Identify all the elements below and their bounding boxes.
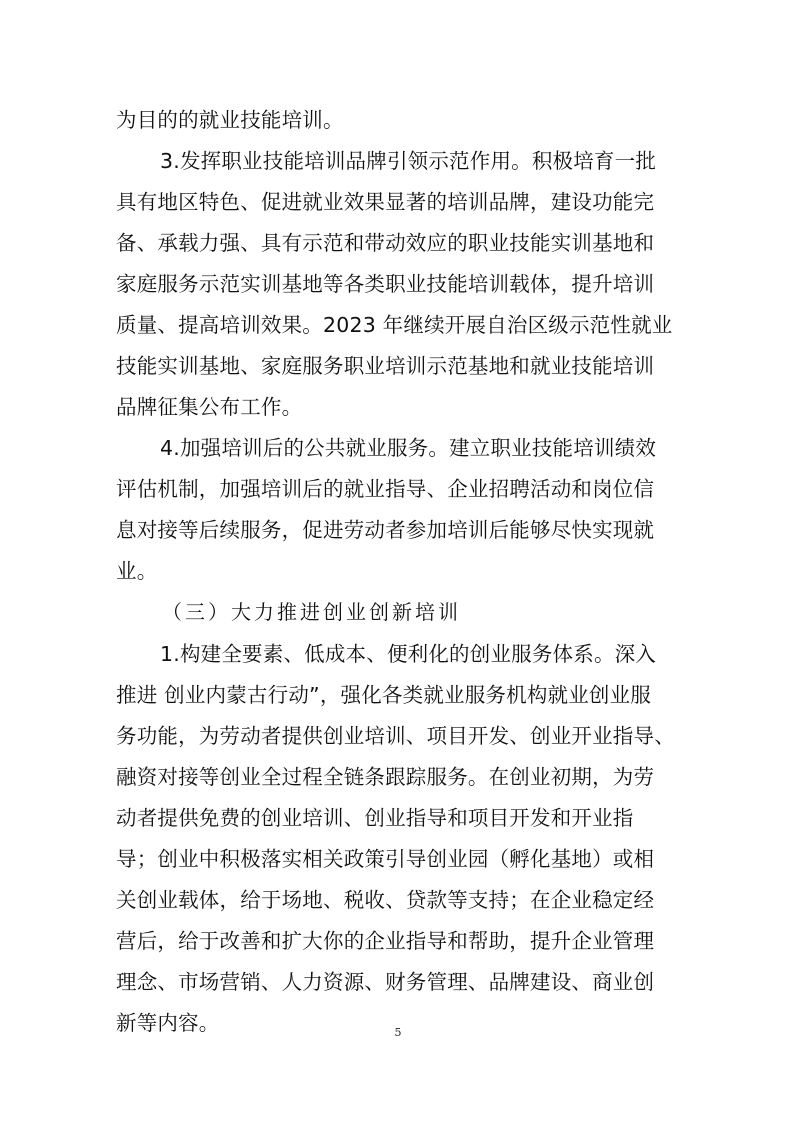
paragraph-line: 家庭服务示范实训基地等各类职业技能培训载体，提升培训 bbox=[116, 272, 655, 296]
paragraph-line: 推进 创业内蒙古行动”，强化各类就业服务机构就业创业服 bbox=[116, 683, 652, 707]
paragraph-line: 品牌征集公布工作。 bbox=[116, 395, 303, 419]
paragraph-line: 融资对接等创业全过程全链条跟踪服务。在创业初期，为劳 bbox=[116, 765, 655, 789]
paragraph-line: 质量、提高培训效果。2023 年继续开展自治区级示范性就业 bbox=[116, 313, 673, 337]
paragraph-line: 理念、市场营销、人力资源、财务管理、品牌建设、商业创 bbox=[116, 970, 655, 994]
paragraph-line: 务功能，为劳动者提供创业培训、项目开发、创业开业指导、 bbox=[116, 724, 675, 748]
paragraph-line: 具有地区特色、促进就业效果显著的培训品牌，建设功能完 bbox=[116, 190, 655, 214]
page-number: 5 bbox=[394, 1026, 402, 1039]
paragraph-line: 备、承载力强、具有示范和带动效应的职业技能实训基地和 bbox=[116, 231, 655, 255]
paragraph-line: 导；创业中积极落实相关政策引导创业园（孵化基地）或相 bbox=[116, 847, 655, 871]
paragraph-line: 为目的的就业技能培训。 bbox=[116, 108, 344, 132]
paragraph-line: 评估机制，加强培训后的就业指导、企业招聘活动和岗位信 bbox=[116, 477, 655, 501]
paragraph-line: 1.构建全要素、低成本、便利化的创业服务体系。深入 bbox=[160, 642, 657, 666]
paragraph-line: 4.加强培训后的公共就业服务。建立职业技能培训绩效 bbox=[160, 436, 657, 460]
paragraph-line: 技能实训基地、家庭服务职业培训示范基地和就业技能培训 bbox=[116, 354, 655, 378]
paragraph-line: 新等内容。 bbox=[116, 1011, 220, 1035]
paragraph-line: 业。 bbox=[116, 559, 158, 583]
paragraph-line: 息对接等后续服务，促进劳动者参加培训后能够尽快实现就 bbox=[116, 518, 655, 542]
paragraph-line: 营后，给于改善和扩大你的企业指导和帮助，提升企业管理 bbox=[116, 929, 655, 953]
paragraph-line: 3.发挥职业技能培训品牌引领示范作用。积极培育一批 bbox=[160, 149, 657, 173]
paragraph-line: 关创业载体，给于场地、税收、贷款等支持；在企业稳定经 bbox=[116, 888, 655, 912]
section-heading: （三）大力推进创业创新培训 bbox=[162, 600, 461, 624]
paragraph-line: 动者提供免费的创业培训、创业指导和项目开发和开业指 bbox=[116, 806, 634, 830]
